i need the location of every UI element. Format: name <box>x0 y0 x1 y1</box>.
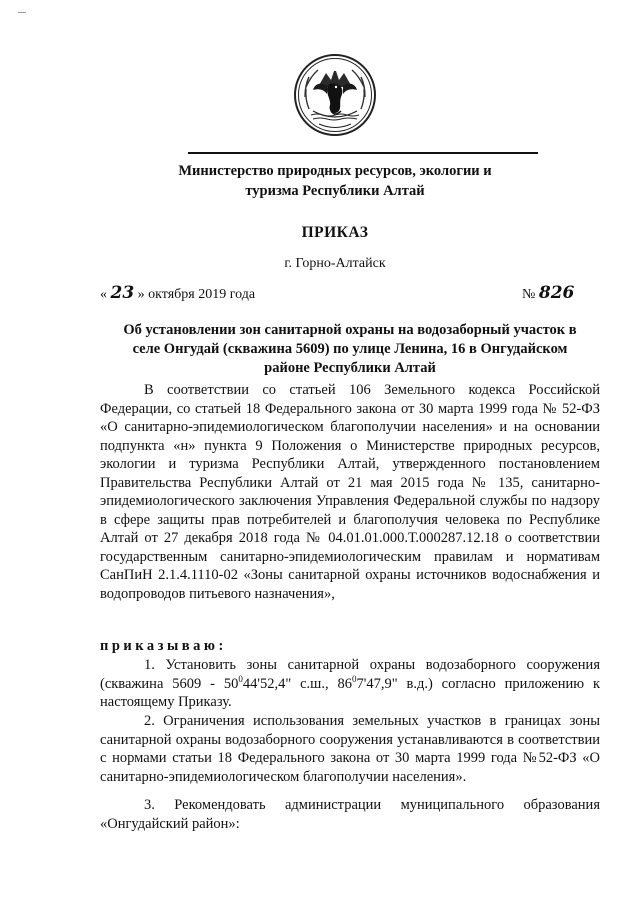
scan-mark <box>18 12 26 13</box>
preamble-paragraph: В соответствии со статьей 106 Земельного кодекса Российской Федерации, со статьей 18 Федерального закона от 30 марта 1999 года № 52-ФЗ «О санитарно-эпидемиологическом благополучии населения» и на основании подпункта «н» пункта 9 Положения о Министерстве природных ресурсов, экологии и туризма Республики Алтай, утвержденного постановлением Правительства Республики Алтай от 21 мая 2015 года № 135, санитарно-эпидемиологического заключения Управления Федеральной службы по надзору в сфере защиты прав потребителей и благополучия человека по Республике Алтай от 27 декабря 2018 года № 04.01.01.000.Т.000287.12.18 о соответствии государственным санитарно-эпидемиологическим правилам и нормативам СанПиН 2.1.4.1110-02 «Зоны санитарной охраны источников водоснабжения и водопроводов питьевого назначения», <box>100 382 600 602</box>
header-rule <box>188 152 538 154</box>
ministry-name <box>110 161 560 201</box>
date-month-year: октября 2019 года <box>148 287 256 302</box>
degree-mark: 0 <box>238 673 243 684</box>
order-number-handwritten: 826 <box>538 283 575 303</box>
order-item-1 <box>100 656 600 712</box>
order-number <box>522 283 574 303</box>
order-subject <box>100 321 600 378</box>
item1-suffix: 7'47,9" в.д.) согласно приложению к настоящему Приказу. <box>100 675 600 710</box>
ministry-name-line2: туризма Республики Алтай <box>245 183 425 199</box>
order-subject-line2: селе Онгудай (скважина 5609) по улице Ленина, 16 в Онгудайском <box>132 341 568 357</box>
item1-mid: 44'52,4" с.ш., 86 <box>242 675 352 692</box>
date-open-quote: « <box>100 287 107 302</box>
date-close-quote: » <box>137 287 145 302</box>
order-item-3: 3. Рекомендовать администрации муниципального образования «Онгудайский район»: <box>100 797 600 832</box>
order-title: ПРИКАЗ <box>301 224 369 241</box>
degree-mark: 0 <box>351 673 357 684</box>
order-subject-line1: Об установлении зон санитарной охраны на водозаборный участок в <box>123 322 577 338</box>
order-subject-line3: районе Республики Алтай <box>264 360 436 376</box>
order-date <box>100 283 255 303</box>
date-day-handwritten: 23 <box>110 283 135 303</box>
republic-altai-emblem-icon <box>293 53 377 137</box>
ministry-name-line1: Министерство природных ресурсов, экологии и <box>178 163 492 179</box>
item1-prefix: 1. Установить зоны санитарной охраны водозаборного сооружения (скважина 5609 - 50 <box>100 657 600 692</box>
order-item-2: 2. Ограничения использования земельных участков в границах зоны санитарной охраны водозаборного сооружения устанавливаются в соответствии с нормами статьи 18 Федерального закона от 30 марта 1999 года №52-ФЗ «О санитарно-эпидемиологическом благополучии населения». <box>100 713 600 785</box>
number-label: № <box>522 287 536 302</box>
decree-word: приказываю: <box>100 638 227 654</box>
city: г. Горно-Алтайск <box>284 256 386 271</box>
